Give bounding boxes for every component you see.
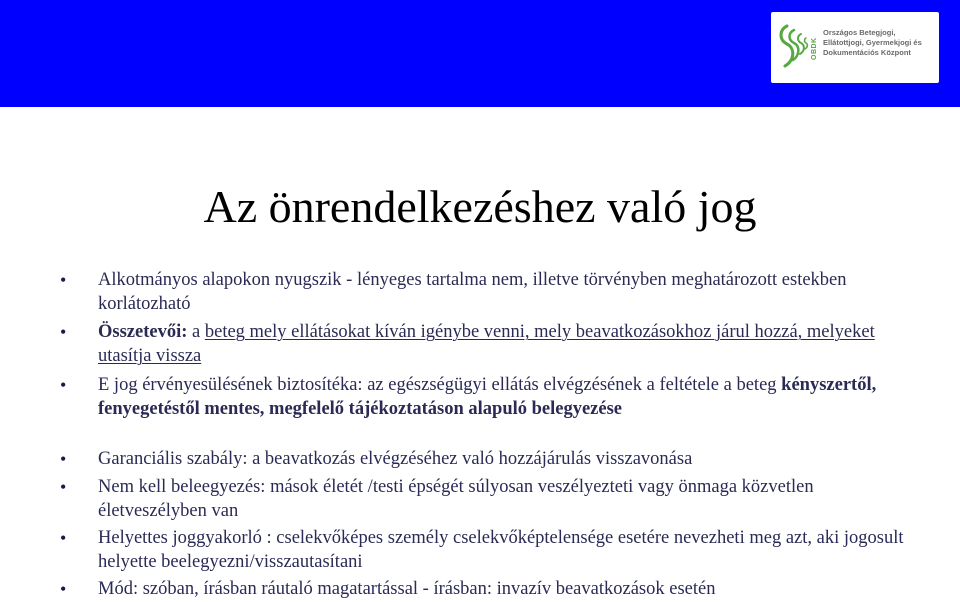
bullet-marker: • [60, 528, 67, 548]
bullet-bold-label: Összetevői: [98, 322, 188, 342]
bullet-marker: • [60, 449, 67, 469]
bullet-text [98, 268, 918, 316]
header-band [0, 0, 960, 107]
bullet-text-segment: a [187, 322, 205, 342]
bullet-text-segment: Garanciális szabály: a beavatkozás elvégzéséhez való hozzájárulás visszavonása [98, 449, 693, 469]
logo-emblem-icon [777, 20, 811, 76]
logo-organization-name [823, 28, 935, 58]
bullet-text-segment: Nem kell beleegyezés: mások életét /testi épségét súlyosan veszélyezteti vagy önmaga közvetlen életveszélyben van [98, 477, 814, 521]
bullet-text [98, 526, 918, 574]
bullet-marker: • [60, 579, 67, 599]
logo-line-2: Ellátottjogi, Gyermekjogi és [823, 38, 922, 47]
bullet-text-segment: Helyettes joggyakorló : cselekvőképes személy cselekvőképtelensége esetére nevezheti meg azt, aki jogosult helyette beelegyezni/visszautasítani [98, 528, 904, 572]
bullet-text-segment: Alkotmányos alapokon nyugszik - lényeges tartalma nem, illetve törvényben meghatározott estekben korlátozható [98, 270, 847, 314]
bullet-marker: • [60, 322, 67, 342]
bullet-text [98, 475, 918, 523]
bullet-marker: • [60, 375, 67, 395]
bullet-marker: • [60, 270, 67, 290]
organization-logo [771, 12, 939, 83]
bullet-text-segment: E jog érvényesülésének biztosítéka: az egészségügyi ellátás elvégzésének a feltétele a beteg [98, 375, 782, 395]
bullet-text [98, 447, 918, 471]
slide-title: Az önrendelkezéshez való jog [203, 181, 757, 232]
logo-line-3: Dokumentációs Központ [823, 48, 911, 57]
bullet-text [98, 320, 918, 368]
bullet-text-segment: Mód: szóban, írásban ráutaló magatartással - írásban: invazív beavatkozások esetén [98, 579, 716, 599]
bullet-bold-text: kényszertől, fenyegetéstől mentes, megfelelő tájékoztatáson alapuló belegyezése [98, 375, 877, 419]
bullet-text [98, 373, 918, 421]
bullet-text [98, 577, 918, 601]
bullet-marker: • [60, 477, 67, 497]
logo-line-1: Országos Betegjogi, [823, 28, 896, 37]
bullet-underlined-text: beteg mely ellátásokat kíván igénybe venni, mely beavatkozásokhoz járul hozzá, melyeket utasítja vissza [98, 322, 875, 366]
logo-acronym: OBDK [811, 37, 818, 61]
